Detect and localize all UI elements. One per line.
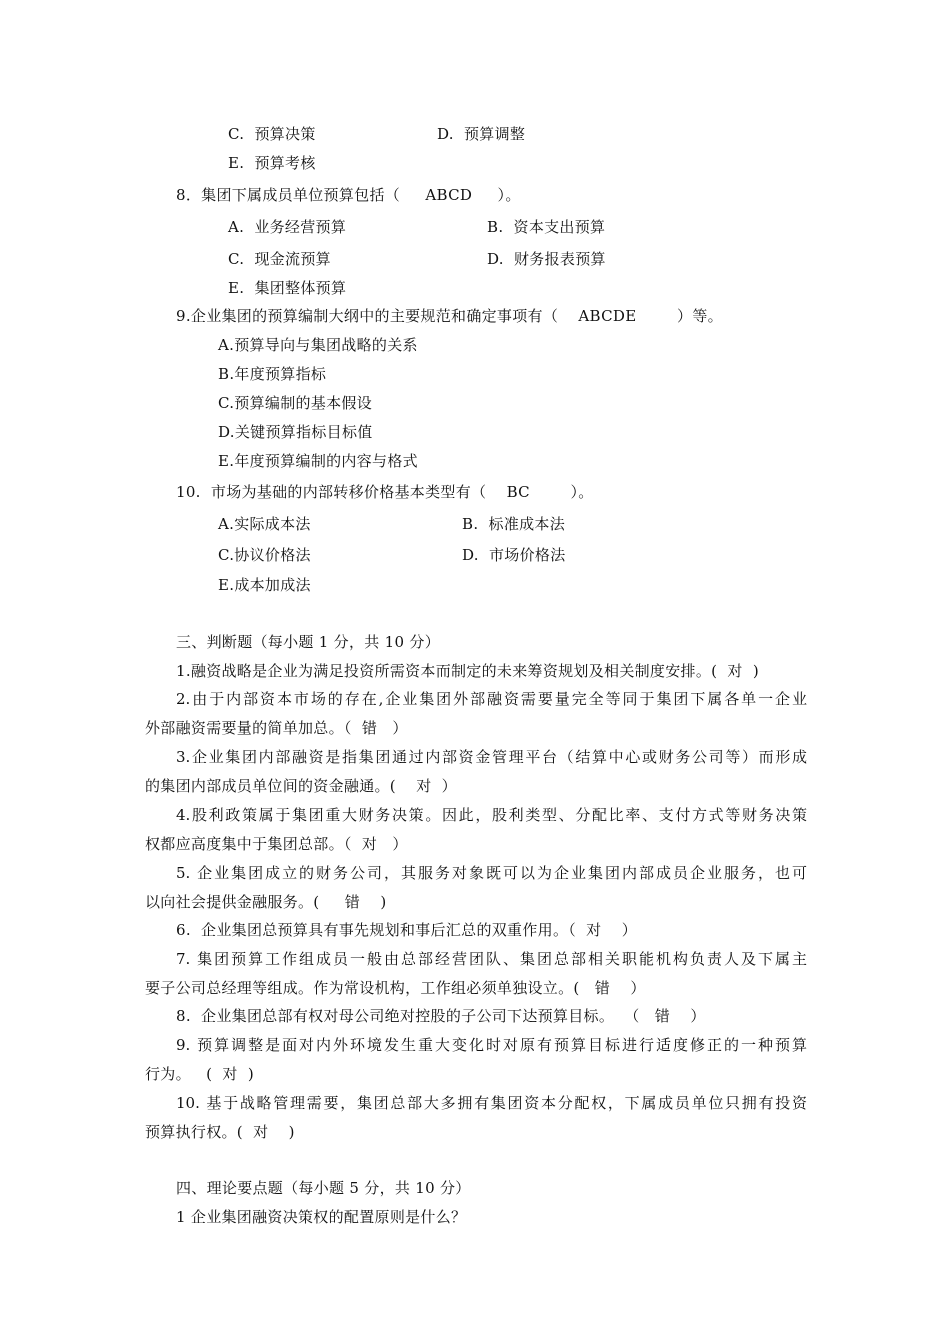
q9-option-b: B.年度预算指标 bbox=[218, 365, 327, 383]
q8-option-c: C. 现金流预算 bbox=[228, 250, 331, 268]
judge-3-line2: 的集团内部成员单位间的资金融通。( 对 ） bbox=[145, 777, 457, 795]
judge-4-line2: 权都应高度集中于集团总部。（ 对 ） bbox=[145, 835, 408, 853]
q10-option-a: A.实际成本法 bbox=[218, 515, 311, 533]
q9-option-a: A.预算导向与集团战略的关系 bbox=[218, 336, 418, 354]
q10-option-e: E.成本加成法 bbox=[218, 576, 311, 594]
q10-option-c: C.协议价格法 bbox=[218, 546, 311, 564]
q8-stem: 8．集团下属成员单位预算包括（ ABCD ）。 bbox=[176, 186, 521, 204]
judge-9-line2: 行为。 ( 对 ) bbox=[145, 1065, 254, 1083]
q8-option-a: A. 业务经营预算 bbox=[228, 218, 347, 236]
judge-2-line2: 外部融资需要量的简单加总。（ 错 ） bbox=[145, 719, 408, 737]
judge-6: 6. 企业集团总预算具有事先规划和事后汇总的双重作用。（ 对 ） bbox=[176, 921, 638, 939]
judge-4-line1: 4.股利政策属于集团重大财务决策。因此，股利类型、分配比率、支付方式等财务决策 bbox=[176, 806, 807, 824]
judge-3-line1: 3.企业集团内部融资是指集团通过内部资金管理平台（结算中心或财务公司等）而形成 bbox=[176, 748, 807, 766]
q9-stem: 9.企业集团的预算编制大纲中的主要规范和确定事项有（ ABCDE ）等。 bbox=[176, 307, 723, 325]
judge-10-line2: 预算执行权。( 对 ) bbox=[145, 1123, 295, 1141]
judge-2-line1: 2.由于内部资本市场的存在,企业集团外部融资需要量完全等同于集团下属各单一企业 bbox=[176, 690, 807, 708]
q10-option-d: D. 市场价格法 bbox=[462, 546, 566, 564]
q8-option-d: D. 财务报表预算 bbox=[487, 250, 606, 268]
q9-option-c: C.预算编制的基本假设 bbox=[218, 394, 373, 412]
q9-option-e: E.年度预算编制的内容与格式 bbox=[218, 452, 418, 470]
judge-9-line1: 9. 预算调整是面对内外环境发生重大变化时对原有预算目标进行适度修正的一种预算 bbox=[176, 1036, 807, 1054]
q8-option-e: E. 集团整体预算 bbox=[228, 279, 347, 297]
theory-question-1: 1 企业集团融资决策权的配置原则是什么？ bbox=[176, 1208, 467, 1226]
judge-8: 8. 企业集团总部有权对母公司绝对控股的子公司下达预算目标。 （ 错 ） bbox=[176, 1007, 706, 1025]
q7-option-e: E. 预算考核 bbox=[228, 154, 316, 172]
judge-1: 1.融资战略是企业为满足投资所需资本而制定的未来筹资规划及相关制度安排。( 对 ) bbox=[176, 662, 759, 680]
q7-option-c: C. 预算决策 bbox=[228, 125, 316, 143]
judge-10-line1: 10. 基于战略管理需要，集团总部大多拥有集团资本分配权，下属成员单位只拥有投资 bbox=[176, 1094, 807, 1112]
judge-7-line2: 要子公司总经理等组成。作为常设机构，工作组必须单独设立。( 错 ） bbox=[145, 979, 646, 997]
judge-5-line2: 以向社会提供金融服务。( 错 ) bbox=[145, 893, 387, 911]
judge-7-line1: 7. 集团预算工作组成员一般由总部经营团队、集团总部相关职能机构负责人及下属主 bbox=[176, 950, 807, 968]
q8-option-b: B. 资本支出预算 bbox=[487, 218, 606, 236]
section3-heading: 三、判断题（每小题 1 分，共 10 分） bbox=[176, 633, 441, 651]
q9-option-d: D.关键预算指标目标值 bbox=[218, 423, 373, 441]
section4-heading: 四、理论要点题（每小题 5 分，共 10 分） bbox=[176, 1179, 471, 1197]
q7-option-d: D. 预算调整 bbox=[437, 125, 526, 143]
judge-5-line1: 5. 企业集团成立的财务公司，其服务对象既可以为企业集团内部成员企业服务，也可 bbox=[176, 864, 807, 882]
q10-option-b: B. 标准成本法 bbox=[462, 515, 566, 533]
q10-stem: 10. 市场为基础的内部转移价格基本类型有（ BC ）。 bbox=[176, 483, 594, 501]
